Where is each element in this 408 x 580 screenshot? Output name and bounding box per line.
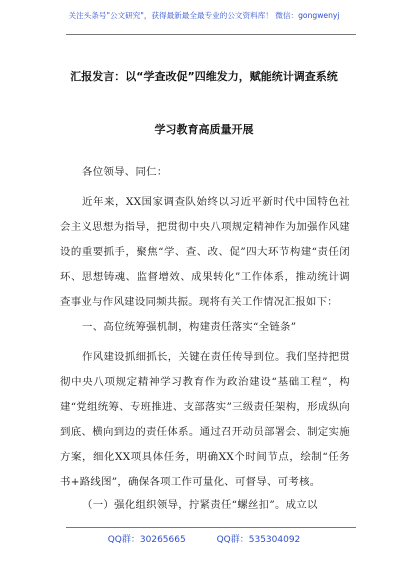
header-promo-text: 关注头条号"公文研究"，获得最新最全最专业的公文资料库！ 微信：gongwenyj (68, 11, 340, 20)
paragraph-intro: 近年来，XX国家调查队始终以习近平新时代中国特色社会主义思想为指导，把贯彻中央八项规定精神作为加强作风建设的重要抓手，聚焦“学、查、改、促”四大环节构建“责任闭环、思想铸魂、监督增效、成果转化”工作体系，推动统计调查事业与作风建设同频共振。现将有关工作情况汇报如下： (60, 196, 350, 308)
document-title-line2: 学习教育高质量开展 (154, 123, 254, 136)
header-divider (66, 34, 356, 35)
greeting: 各位领导、同仁： (82, 166, 168, 178)
footer-divider (66, 527, 356, 528)
paragraph-section-1: 作风建设抓细抓长，关键在责任传导到位。我们坚持把贯彻中央八项规定精神学习教育作为政治建设“基础工程”，构建“党组统筹、专班推进、支部落实”三级责任架构，形成纵向到底、横向到边的责任体系。通过召开动员部署会、制定实施方案，细化XX项具体任务，明确XX个时间节点，绘制“任务书+路线图”，确保各项工作可量化、可督导、可考核。 (60, 351, 350, 488)
document-title-line1: 汇报发言：以“学查改促”四维发力，赋能统计调查系统 (70, 70, 338, 83)
footer (0, 532, 408, 545)
section-heading-1: 一、高位统筹强机制，构建责任落实“全链条” (82, 321, 297, 333)
footer-qq-group-2: QQ群：535304092 (216, 535, 301, 545)
footer-qq-group-1: QQ群：30265665 (107, 535, 186, 545)
subheading-1: （一）强化组织领导，拧紧责任“螺丝扣”。成立以 (82, 499, 318, 511)
